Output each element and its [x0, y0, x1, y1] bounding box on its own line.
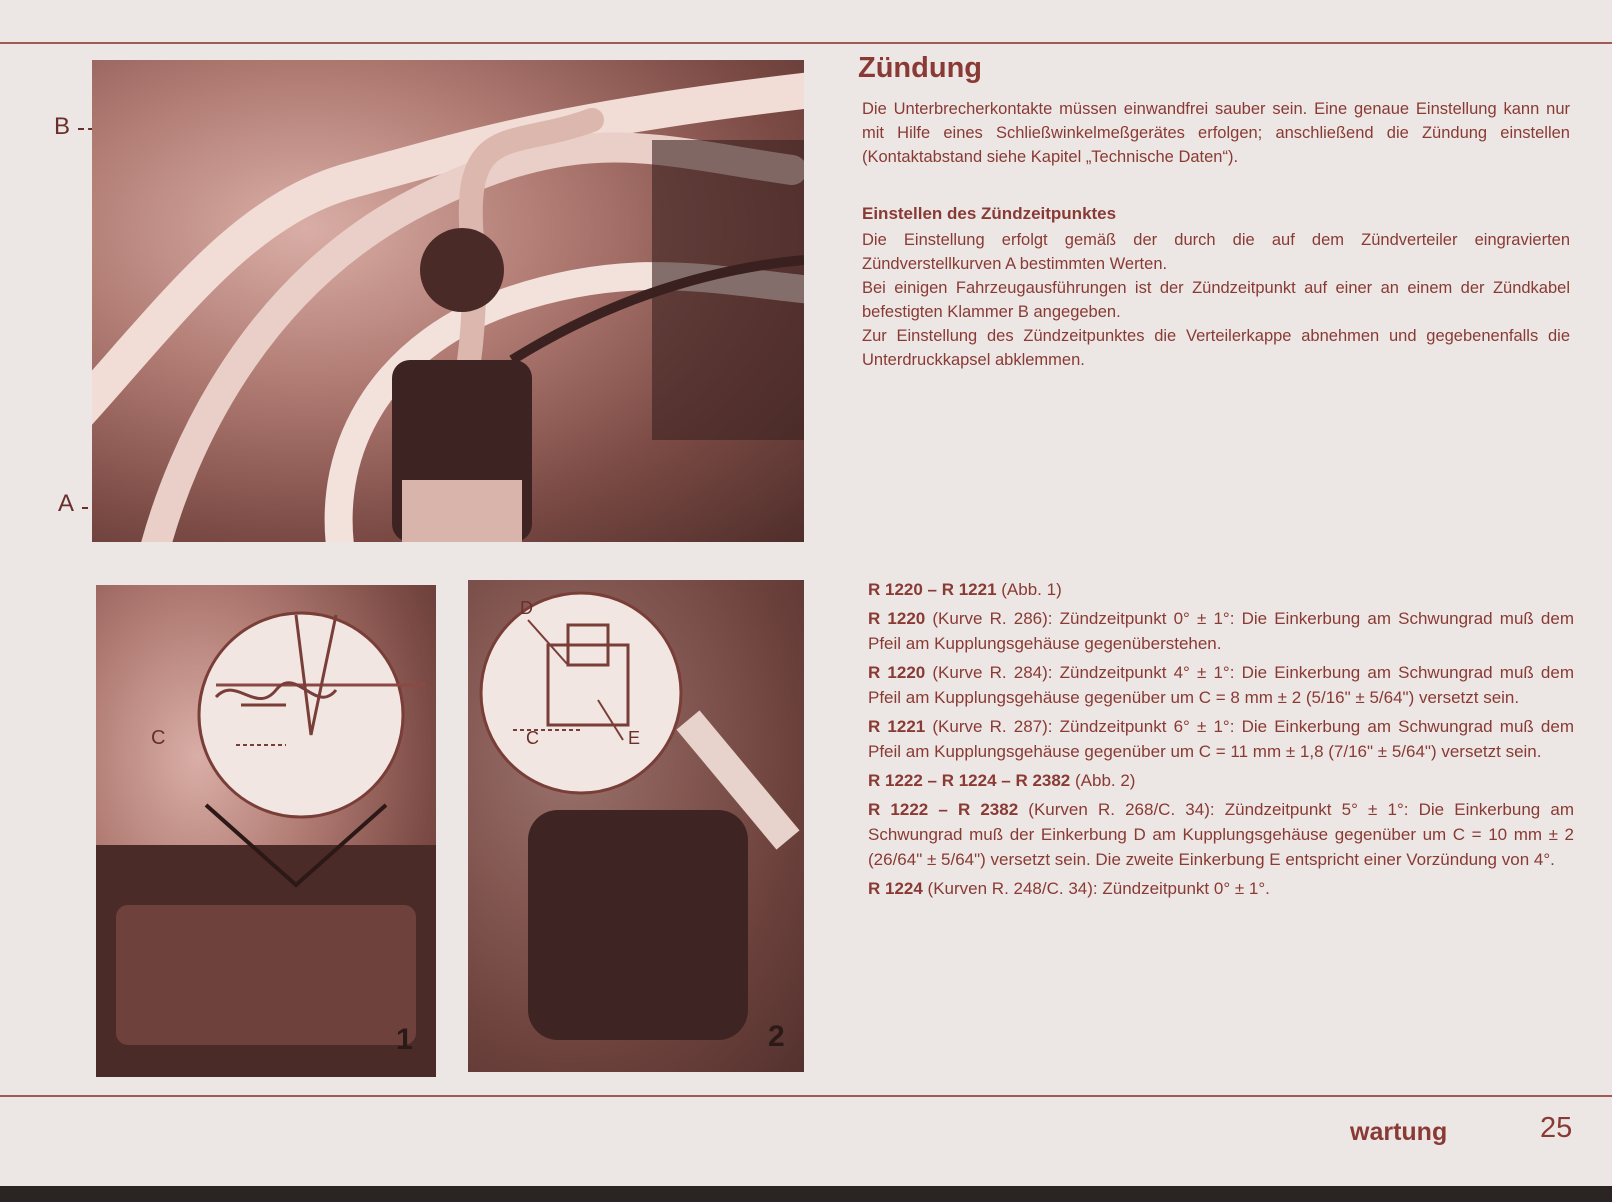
subheading: Einstellen des Zündzeitpunktes: [862, 204, 1117, 223]
intro-paragraph: Die Unterbrecherkontakte müssen einwandfrei sauber sein. Eine genaue Einstellung kann nur mit Hilfe eines Schließwinkelmeßgerätes erfolgen; anschließend die Zündung einstellen (Kontaktabstand siehe Kapitel „Technische Daten“).: [862, 100, 1570, 166]
distributor-photo-illustration: [92, 60, 804, 542]
figure-2-illustration: [468, 580, 804, 1072]
figure-1-number: 1: [396, 1023, 413, 1056]
spec-item: R 1224 (Kurven R. 248/C. 34): Zündzeitpunkt 0° ± 1°.: [868, 879, 1270, 898]
spec-item: R 1220 – R 1221 (Abb. 1): [868, 580, 1062, 599]
figure-2-label-c: C: [526, 728, 539, 748]
figure-1-label-c: C: [151, 727, 166, 749]
spec-item: R 1222 – R 1224 – R 2382 (Abb. 2): [868, 771, 1136, 790]
figure-1-illustration: [96, 585, 436, 1077]
figure-2-number: 2: [768, 1020, 785, 1053]
page-edge: [0, 1186, 1612, 1202]
section-title: Zündung: [858, 52, 983, 84]
callout-label-a: A: [58, 490, 75, 517]
footer-section-name: wartung: [1350, 1118, 1448, 1146]
timing-paragraph: Die Einstellung erfolgt gemäß der durch die auf dem Zündverteiler eingravierten Zündverstellkurven A bestimmten Werten. Bei einigen Fahrzeugausführungen ist der Zündzeitpunkt auf einer an einem der Zündkabel befestigten Klammer B angegeben. Zur Einstellung des Zündzeitpunktes die Verteilerkappe abnehmen und gegebenenfalls die Unterdruckkapsel abklemmen.: [862, 231, 1570, 369]
model-specifications: [868, 577, 1574, 905]
figure-2-photo: [468, 580, 804, 1072]
distributor-photo: [92, 60, 804, 542]
figure-1-photo: [96, 585, 436, 1077]
top-rule: [0, 42, 1612, 44]
page-number: 25: [1540, 1112, 1573, 1144]
spec-item: R 1222 – R 2382 (Kurven R. 268/C. 34): Zündzeitpunkt 5° ± 1°: Die Einkerbung am Schwungrad muß der Einkerbung D am Kupplungsgehäuse gegenüber um C = 10 mm ± 2 (26/64" ± 5/64") versetzt sein. Die zweite Einkerbung E entspricht einer Vorzündung von 4°.: [868, 800, 1574, 869]
spec-item: R 1220 (Kurve R. 284): Zündzeitpunkt 4° ± 1°: Die Einkerbung am Schwungrad muß dem Pfeil am Kupplungsgehäuse gegenüber um C = 8 mm ± 2 (5/16" ± 5/64") versetzt sein.: [868, 663, 1574, 707]
bottom-rule: [0, 1095, 1612, 1097]
figure-2-label-e: E: [628, 728, 641, 748]
callout-label-b: B: [54, 113, 71, 140]
spec-item: R 1220 (Kurve R. 286): Zündzeitpunkt 0° ± 1°: Die Einkerbung am Schwungrad muß dem Pfeil am Kupplungsgehäuse gegenüberstehen.: [868, 609, 1574, 653]
spec-item: R 1221 (Kurve R. 287): Zündzeitpunkt 6° ± 1°: Die Einkerbung am Schwungrad muß dem Pfeil am Kupplungsgehäuse gegenüber um C = 11 mm ± 1,8 (7/16" ± 5/64") versetzt sein.: [868, 717, 1574, 761]
figure-2-label-d: D: [520, 598, 533, 618]
